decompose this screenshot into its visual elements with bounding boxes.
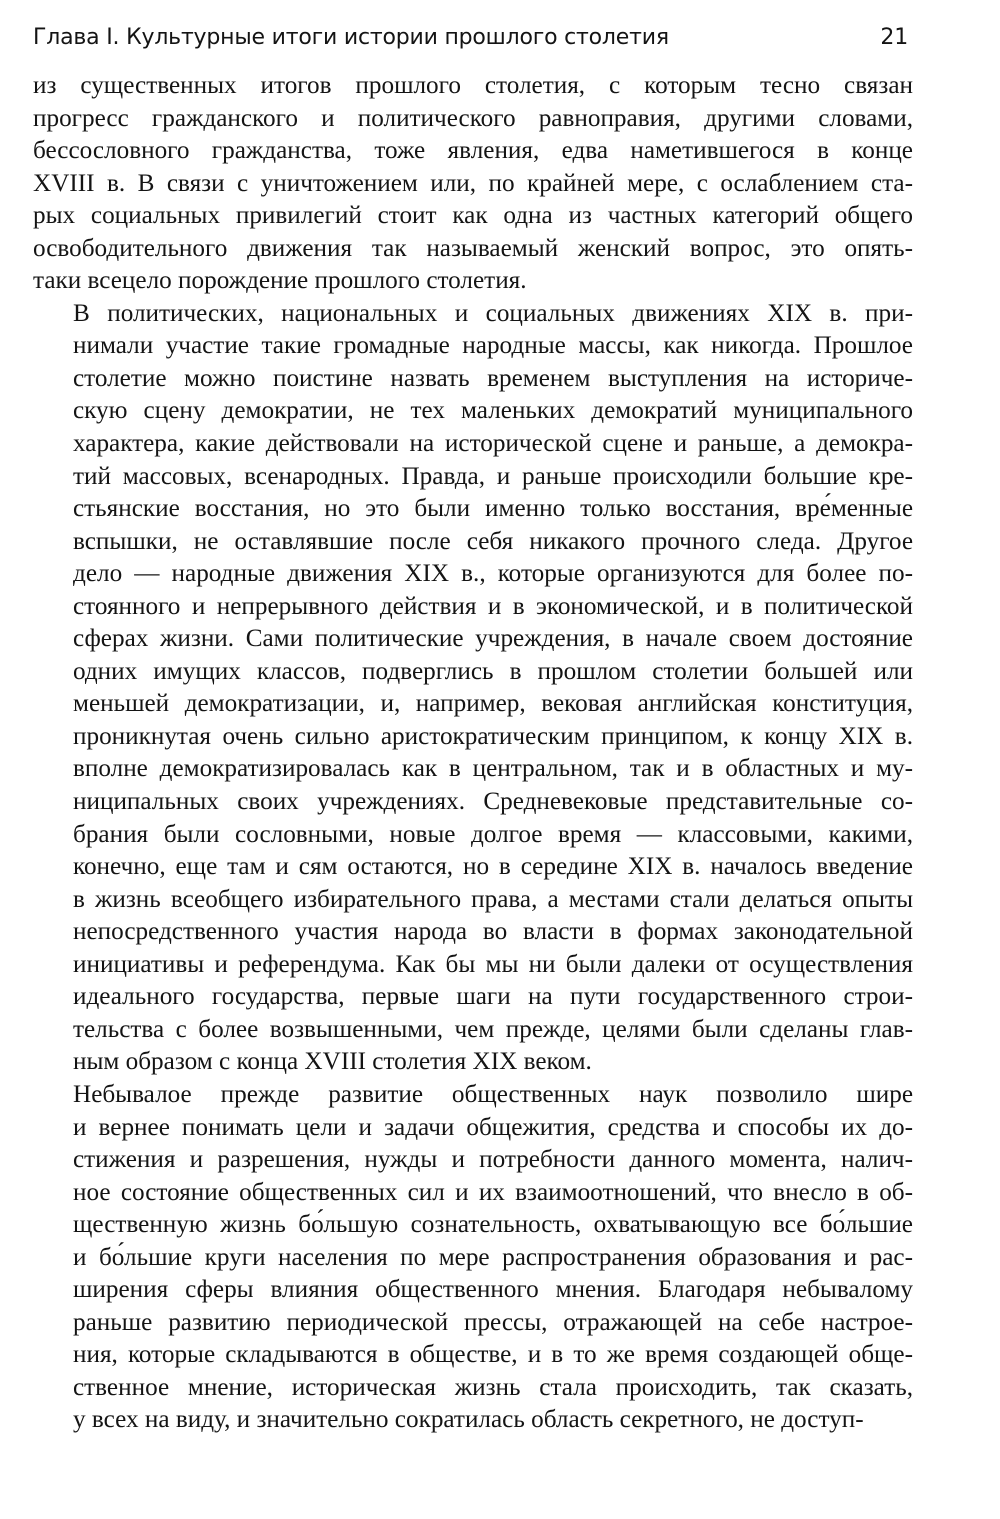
paragraph: [33, 1079, 913, 1437]
text-line: брания были сословными, новые долгое время — классовыми, какими,: [73, 820, 913, 848]
text-line: инициативы и референдума. Как бы мы ни были далеки от осуществления: [73, 950, 913, 978]
text-line: щественную жизнь бо́льшую сознательность, охватывающую все бо́льшие: [73, 1211, 913, 1239]
text-line: Небывалое прежде развитие общественных наук позволило шире: [73, 1080, 913, 1108]
text-line: стьянские восстания, но это были именно только восстания, вре́менные: [73, 495, 913, 523]
text-line: сферах жизни. Сами политические учреждения, в начале своем достояние: [73, 625, 913, 653]
chapter-title: Глава I. Культурные итоги истории прошлого столетия: [33, 25, 669, 50]
text-line: тельства с более возвышенными, чем прежде, целями были сделаны глав-: [73, 1015, 913, 1043]
text-line: вполне демократизировалась как в центральном, так и в областных и му-: [73, 755, 913, 783]
text-line: стижения и разрешения, нужды и потребности данного момента, налич-: [73, 1146, 913, 1174]
text-line: бессословного гражданства, тоже явления, едва наметившегося в конце: [33, 137, 913, 165]
text-line: рых социальных привилегий стоит как одна из частных категорий общего: [33, 202, 913, 230]
text-line: ным образом с конца XVIII столетия XIX веком.: [73, 1048, 592, 1076]
text-line: ширения сферы влияния общественного мнения. Благодаря небывалому: [73, 1276, 913, 1304]
text-line: ниципальных своих учреждениях. Средневековые представительные со-: [73, 788, 913, 816]
text-line: дело — народные движения XIX в., которые организуются для более по-: [73, 560, 913, 588]
text-line: ственное мнение, историческая жизнь стала происходить, так сказать,: [73, 1373, 913, 1401]
text-line: В политических, национальных и социальных движениях XIX в. при-: [73, 299, 913, 327]
text-line: скую сцену демократии, не тех маленьких демократий муниципального: [73, 397, 913, 425]
text-line: прогресс гражданского и политического равноправия, другими словами,: [33, 104, 913, 132]
text-line: вспышки, не оставлявшие после себя никакого прочного следа. Другое: [73, 527, 913, 555]
page-number: 21: [880, 25, 908, 50]
running-head: [33, 22, 908, 54]
paragraph: [33, 70, 913, 298]
text-line: непосредственного участия народа во власти в формах законодательной: [73, 918, 913, 946]
text-line: ное состояние общественных сил и их взаимоотношений, что внесло в об-: [73, 1178, 913, 1206]
text-line: проникнутая очень сильно аристократическим принципом, к концу XIX в.: [73, 722, 913, 750]
body-text: [33, 70, 913, 1437]
text-line: у всех на виду, и значительно сократилась область секретного, не доступ-: [73, 1406, 864, 1434]
text-line: характера, какие действовали на исторической сцене и раньше, а демокра-: [73, 430, 913, 458]
text-line: тий массовых, всенародных. Правда, и раньше происходили большие кре-: [73, 462, 913, 490]
text-line: идеального государства, первые шаги на пути государственного строи-: [73, 983, 913, 1011]
text-line: ния, которые складываются в обществе, и в то же время создающей обще-: [73, 1341, 913, 1369]
text-line: конечно, еще там и сям остаются, но в середине XIX в. началось введение: [73, 853, 913, 881]
text-line: нимали участие такие громадные народные массы, как никогда. Прошлое: [73, 332, 913, 360]
text-line: одних имущих классов, подверглись в прошлом столетии большей или: [73, 657, 913, 685]
text-line: из существенных итогов прошлого столетия, с которым тесно связан: [33, 72, 913, 99]
text-line: XVIII в. В связи с уничтожением или, по крайней мере, с ослаблением ста-: [33, 169, 913, 197]
text-line: меньшей демократизации, и, например, вековая английская конституция,: [73, 690, 913, 718]
text-line: столетие можно поистине назвать временем выступления на историче-: [73, 364, 913, 392]
text-line: и вернее понимать цели и задачи общежития, средства и способы их до-: [73, 1113, 913, 1141]
text-line: и бо́льшие круги населения по мере распространения образования и рас-: [73, 1243, 913, 1271]
text-line: таки всецело порождение прошлого столетия.: [33, 267, 527, 295]
text-line: стоянного и непрерывного действия и в экономической, и в политической: [73, 592, 913, 620]
paragraph: [33, 298, 913, 1079]
text-line: раньше развитию периодической прессы, отражающей на себе настрое-: [73, 1308, 913, 1336]
text-line: в жизнь всеобщего избирательного права, а местами стали делаться опыты: [73, 885, 913, 913]
text-line: освободительного движения так называемый женский вопрос, это опять-: [33, 234, 913, 262]
